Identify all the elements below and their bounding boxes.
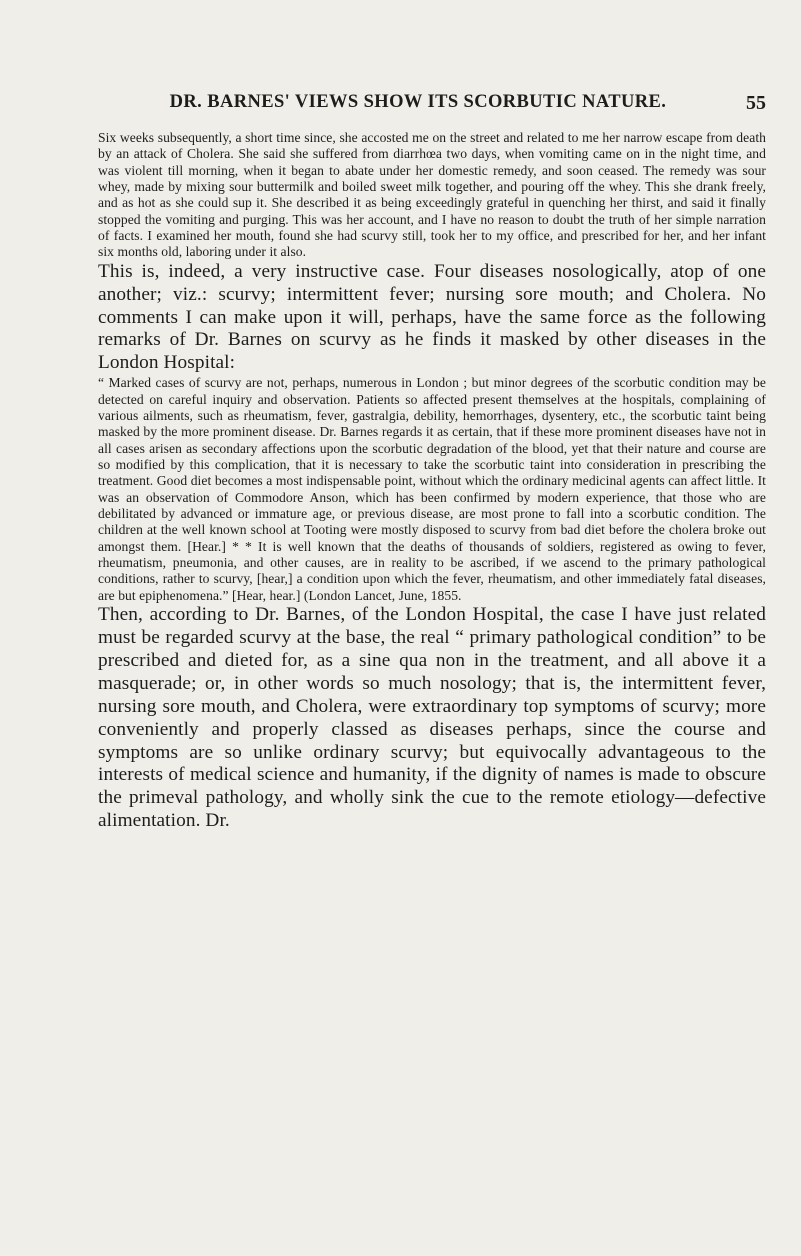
page-number: 55: [746, 92, 766, 114]
paragraph-conclusion: Then, according to Dr. Barnes, of the London Hospital, the case I have just related must be regarded scurvy at the base, the real “ primary pathological condition” to be prescribed and dieted for, as a sine qua non in the treatment, and all above it a masquerade; or, in other words so much nosology; that is, the intermittent fever, nursing sore mouth, and Cholera, were extraordinary top symptoms of scurvy; more conveniently and properly classed as diseases perhaps, since the course and symptoms are so unlike ordinary scurvy; but equivocally advantageous to the interests of medical science and humanity, if the dignity of names is made to obscure the primeval pathology, and wholly sink the cue to the remote etiology—defective alimentation. Dr.: [98, 604, 766, 832]
running-title: DR. BARNES' VIEWS SHOW ITS SCORBUTIC NATURE.: [169, 92, 667, 112]
paragraph-quotation: “ Marked cases of scurvy are not, perhaps, numerous in London ; but minor degrees of the scorbutic condition may be detected on careful inquiry and observation. Patients so affected present themselves at the hospitals, complaining of various ailments, such as rheumatism, fever, gastralgia, debility, hemorrhages, dysentery, etc., the scorbutic taint being masked by the more prominent disease. Dr. Barnes regards it as certain, that if these more prominent diseases have not in all cases arisen as secondary affections upon the scorbutic degradation of the blood, yet that their nature and course are so modified by this complication, that it is necessary to take the scorbutic taint into consideration in prescribing the treatment. Good diet becomes a most indispensable point, without which the ordinary medicinal agents can affect little. It was an observation of Commodore Anson, which has been confirmed by modern experience, that those who are debilitated by advanced or immature age, or previous disease, are most prone to fall into a scorbutic condition. The children at the well known school at Tooting were mostly disposed to scurvy from bad diet before the cholera broke out amongst them. [Hear.] * * It is well known that the deaths of thousands of soldiers, registered as owing to fever, rheumatism, pneumonia, and other causes, are in reality to be ascribed, if we ascend to the primary pathological conditions, rather to scurvy, [hear,] a condition upon which the fever, rheumatism, and other immediately fatal diseases, are but epiphenomena.” [Hear, hear.] (London Lancet, June, 1855.: [98, 375, 766, 603]
running-head: [98, 92, 766, 122]
body-text: [98, 130, 766, 833]
paragraph-commentary: This is, indeed, a very instructive case. Four diseases nosologically, atop of one another; viz.: scurvy; intermittent fever; nursing sore mouth; and Cholera. No comments I can make upon it will, perhaps, have the same force as the following remarks of Dr. Barnes on scurvy as he finds it masked by other diseases in the London Hospital:: [98, 260, 766, 374]
paragraph-narrative: Six weeks subsequently, a short time since, she accosted me on the street and related to me her narrow escape from death by an attack of Cholera. She said she suffered from diarrhœa two days, when vomiting came on in the night time, and was violent till morning, when it began to abate under her domestic remedy, and soon ceased. The remedy was sour whey, made by mixing sour buttermilk and boiled sweet milk together, and pouring off the whey. This she drank freely, and as hot as she could sup it. She described it as being exceedingly grateful in quenching her thirst, and said it finally stopped the vomiting and purging. This was her account, and I have no reason to doubt the truth of her simple narration of facts. I examined her mouth, found she had scurvy still, took her to my office, and prescribed for her, and her infant six months old, laboring under it also.: [98, 130, 766, 260]
